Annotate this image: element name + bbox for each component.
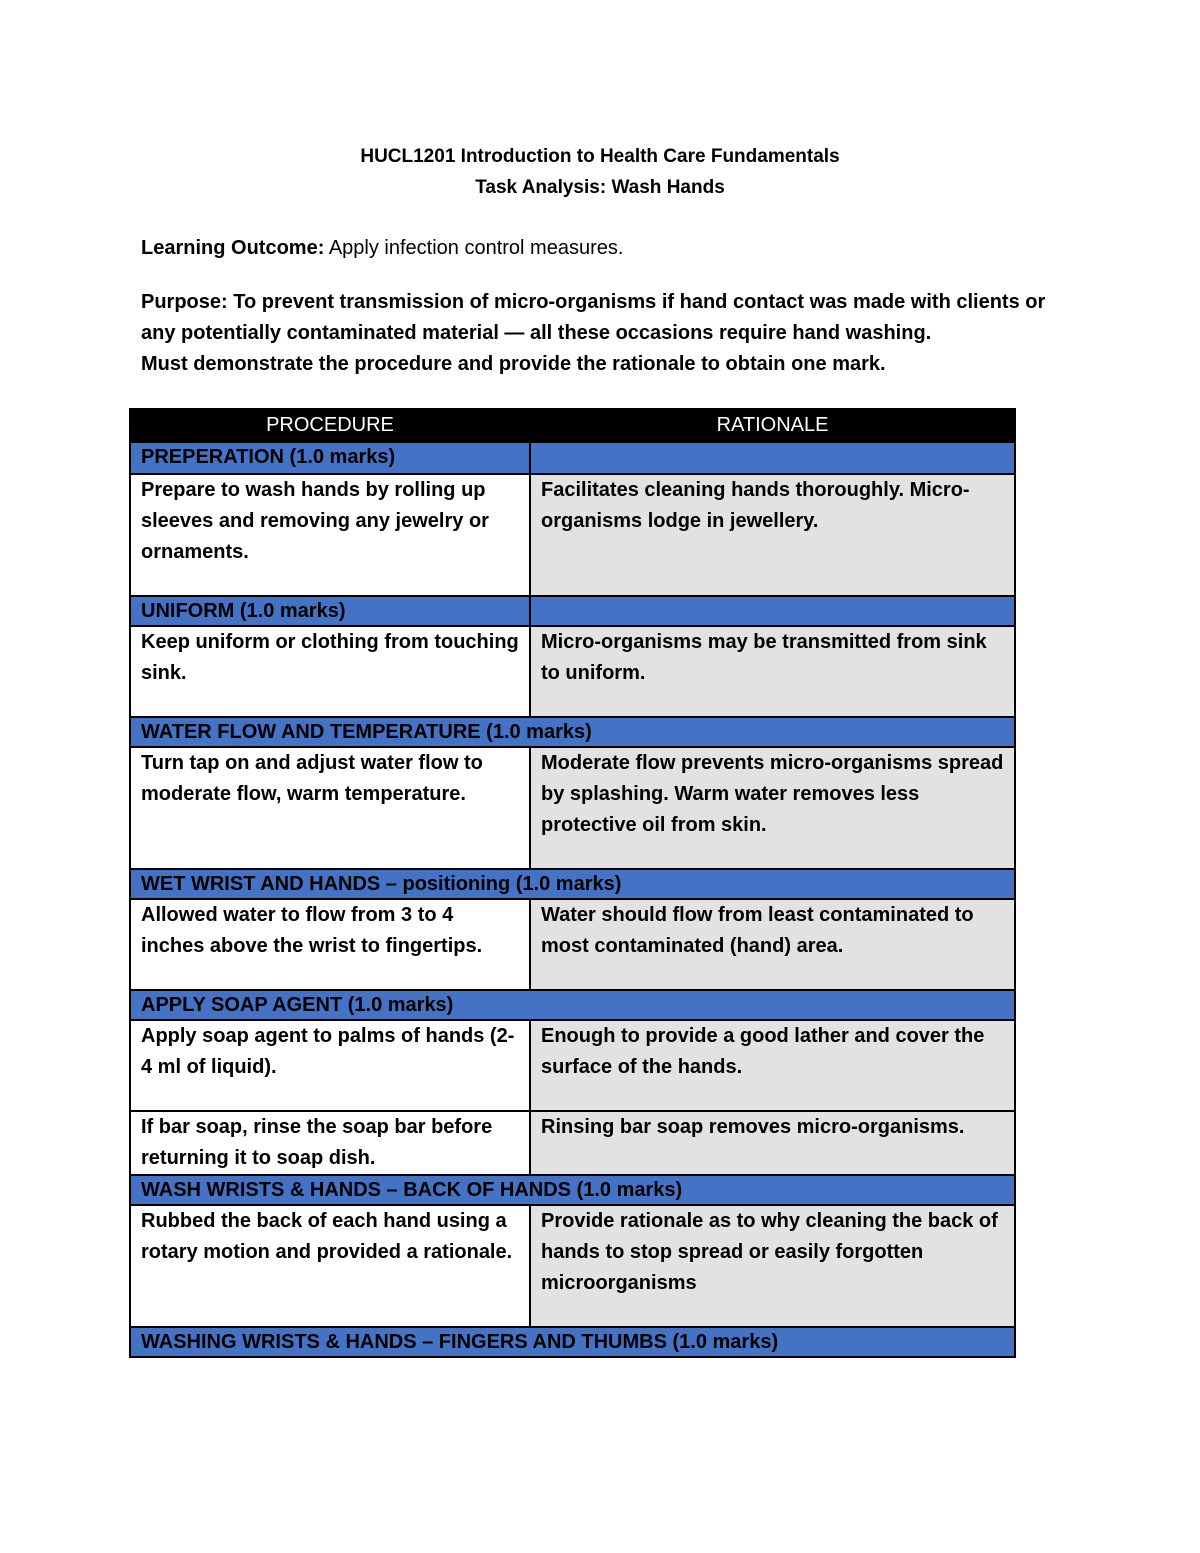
learning-outcome xyxy=(141,233,1071,264)
section-title: UNIFORM (1.0 marks) xyxy=(130,596,530,626)
procedure-cell: Keep uniform or clothing from touching sink. xyxy=(130,626,530,717)
table-row xyxy=(130,1111,1015,1175)
table-header-row xyxy=(130,409,1015,442)
task-title: Task Analysis: Wash Hands xyxy=(475,177,725,198)
procedure-cell: If bar soap, rinse the soap bar before returning it to soap dish. xyxy=(130,1111,530,1175)
learning-outcome-label: Learning Outcome: xyxy=(141,237,325,259)
procedure-cell: Allowed water to flow from 3 to 4 inches above the wrist to fingertips. xyxy=(130,899,530,990)
purpose xyxy=(141,287,1071,380)
procedure-table xyxy=(129,408,1016,1358)
procedure-cell: Turn tap on and adjust water flow to moderate flow, warm temperature. xyxy=(130,747,530,869)
rationale-cell: Micro-organisms may be transmitted from sink to uniform. xyxy=(530,626,1015,717)
section-row xyxy=(130,990,1015,1020)
learning-outcome-text: Apply infection control measures. xyxy=(324,237,624,259)
section-title: WET WRIST AND HANDS – positioning (1.0 marks) xyxy=(130,869,1015,899)
table-body xyxy=(130,442,1015,1357)
section-row xyxy=(130,869,1015,899)
rationale-cell: Facilitates cleaning hands thoroughly. Micro-organisms lodge in jewellery. xyxy=(530,474,1015,596)
section-row xyxy=(130,1175,1015,1205)
section-empty-cell xyxy=(530,596,1015,626)
section-empty-cell xyxy=(530,442,1015,474)
section-title: APPLY SOAP AGENT (1.0 marks) xyxy=(130,990,1015,1020)
table-row xyxy=(130,899,1015,990)
section-row xyxy=(130,442,1015,474)
course-title: HUCL1201 Introduction to Health Care Fundamentals xyxy=(360,146,840,167)
purpose-label: Purpose: xyxy=(141,291,228,313)
section-title: PREPERATION (1.0 marks) xyxy=(130,442,530,474)
section-row xyxy=(130,1327,1015,1357)
purpose-note: Must demonstrate the procedure and provide the rationale to obtain one mark. xyxy=(141,353,886,375)
rationale-cell: Moderate flow prevents micro-organisms spread by splashing. Warm water removes less protective oil from skin. xyxy=(530,747,1015,869)
table-row xyxy=(130,747,1015,869)
table-row xyxy=(130,1020,1015,1111)
procedure-column-header: PROCEDURE xyxy=(130,409,530,442)
table-row xyxy=(130,474,1015,596)
rationale-cell: Water should flow from least contaminated to most contaminated (hand) area. xyxy=(530,899,1015,990)
procedure-cell: Prepare to wash hands by rolling up sleeves and removing any jewelry or ornaments. xyxy=(130,474,530,596)
procedure-cell: Apply soap agent to palms of hands (2-4 ml of liquid). xyxy=(130,1020,530,1111)
rationale-cell: Provide rationale as to why cleaning the back of hands to stop spread or easily forgotten microorganisms xyxy=(530,1205,1015,1327)
rationale-cell: Rinsing bar soap removes micro-organisms. xyxy=(530,1111,1015,1175)
procedure-cell: Rubbed the back of each hand using a rotary motion and provided a rationale. xyxy=(130,1205,530,1327)
section-title: WASH WRISTS & HANDS – BACK OF HANDS (1.0 marks) xyxy=(130,1175,1015,1205)
purpose-text: To prevent transmission of micro-organisms if hand contact was made with clients or any potentially contaminated material — all these occasions require hand washing. xyxy=(141,291,1046,344)
section-row xyxy=(130,596,1015,626)
table-row xyxy=(130,1205,1015,1327)
section-title: WATER FLOW AND TEMPERATURE (1.0 marks) xyxy=(130,717,1015,747)
table-row xyxy=(130,626,1015,717)
rationale-column-header: RATIONALE xyxy=(530,409,1015,442)
rationale-cell: Enough to provide a good lather and cover the surface of the hands. xyxy=(530,1020,1015,1111)
section-row xyxy=(130,717,1015,747)
section-title: WASHING WRISTS & HANDS – FINGERS AND THUMBS (1.0 marks) xyxy=(130,1327,1015,1357)
